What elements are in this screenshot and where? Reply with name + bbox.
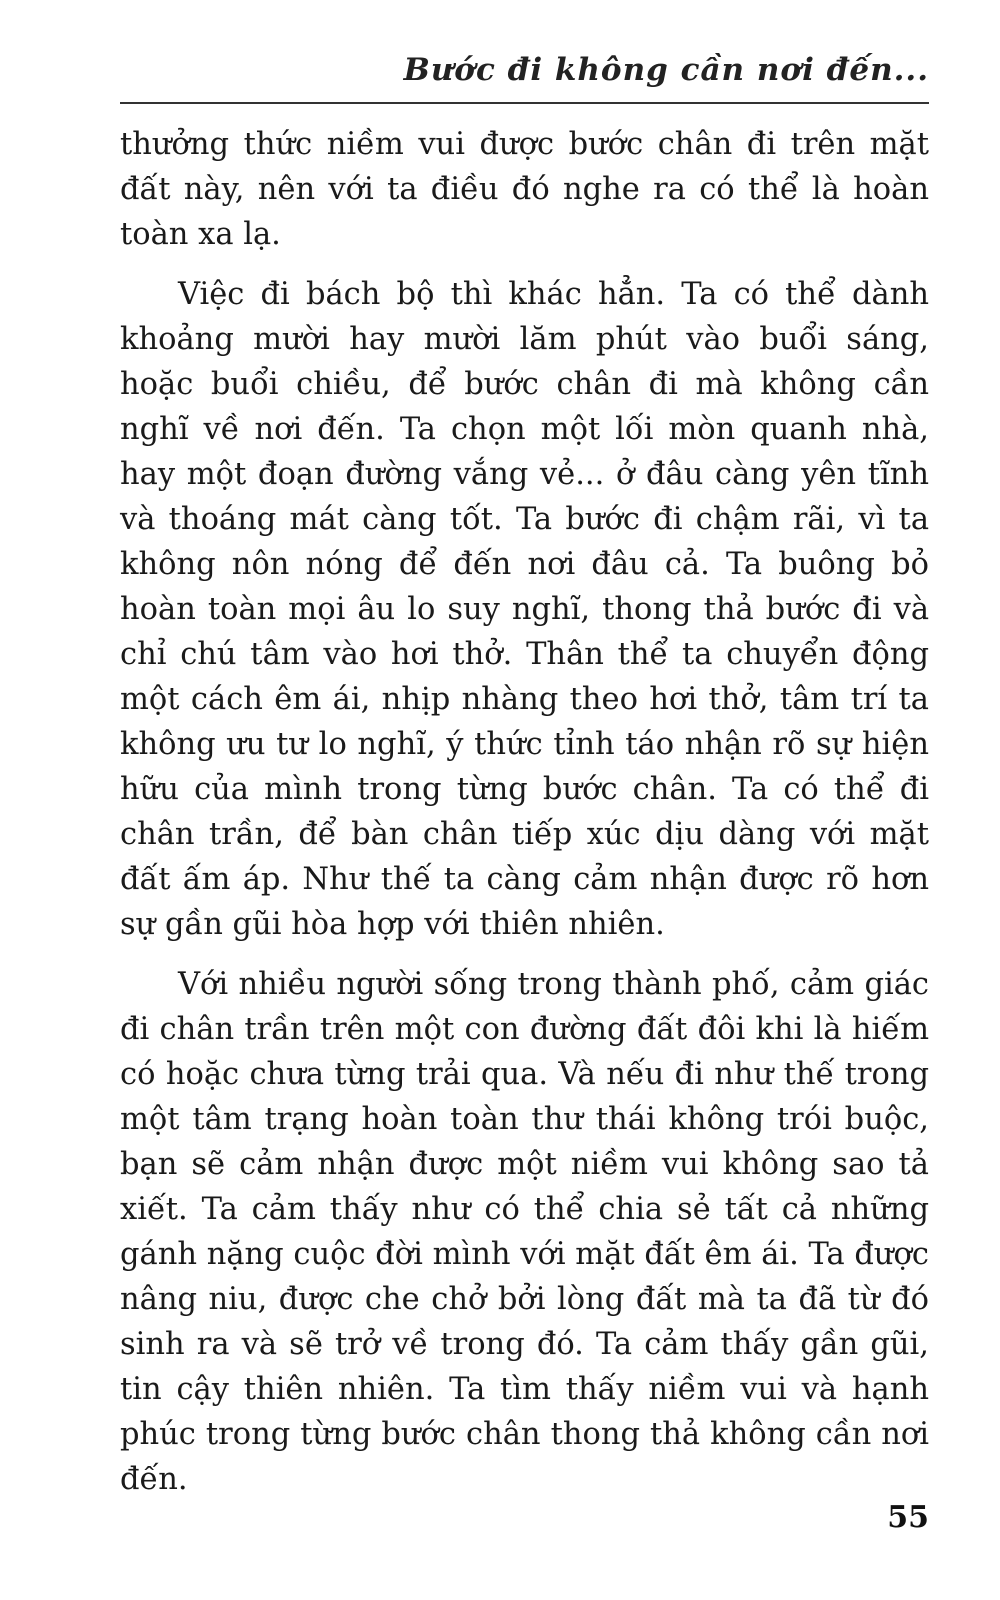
paragraph-continued: thưởng thức niềm vui được bước chân đi trên mặt đất này, nên với ta điều đó nghe ra có thể là hoàn toàn xa lạ. (120, 127, 929, 252)
running-header-title: Bước đi không cần nơi đến... (403, 52, 929, 88)
page-body (120, 122, 929, 1517)
paragraph-city-dwellers: Với nhiều người sống trong thành phố, cảm giác đi chân trần trên một con đường đất đôi khi là hiếm có hoặc chưa từng trải qua. Và nếu đi như thế trong một tâm trạng hoàn toàn thư thái không trói buộc, bạn sẽ cảm nhận được một niềm vui không sao tả xiết. Ta cảm thấy như có thể chia sẻ tất cả những gánh nặng cuộc đời mình với mặt đất êm ái. Ta được nâng niu, được che chở bởi lòng đất mà ta đã từ đó sinh ra và sẽ trở về trong đó. Ta cảm thấy gần gũi, tin cậy thiên nhiên. Ta tìm thấy niềm vui và hạnh phúc trong từng bước chân thong thả không cần nơi đến. (120, 967, 929, 1497)
page-number: 55 (887, 1500, 929, 1535)
paragraph-walking: Việc đi bách bộ thì khác hẳn. Ta có thể dành khoảng mười hay mười lăm phút vào buổi sáng, hoặc buổi chiều, để bước chân đi mà không cần nghĩ về nơi đến. Ta chọn một lối mòn quanh nhà, hay một đoạn đường vắng vẻ... ở đâu càng yên tĩnh và thoáng mát càng tốt. Ta bước đi chậm rãi, vì ta không nôn nóng để đến nơi đâu cả. Ta buông bỏ hoàn toàn mọi âu lo suy nghĩ, thong thả bước đi và chỉ chú tâm vào hơi thở. Thân thể ta chuyển động một cách êm ái, nhịp nhàng theo hơi thở, tâm trí ta không ưu tư lo nghĩ, ý thức tỉnh táo nhận rõ sự hiện hữu của mình trong từng bước chân. Ta có thể đi chân trần, để bàn chân tiếp xúc dịu dàng với mặt đất ấm áp. Như thế ta càng cảm nhận được rõ hơn sự gần gũi hòa hợp với thiên nhiên. (120, 277, 929, 942)
header-divider (120, 102, 929, 104)
